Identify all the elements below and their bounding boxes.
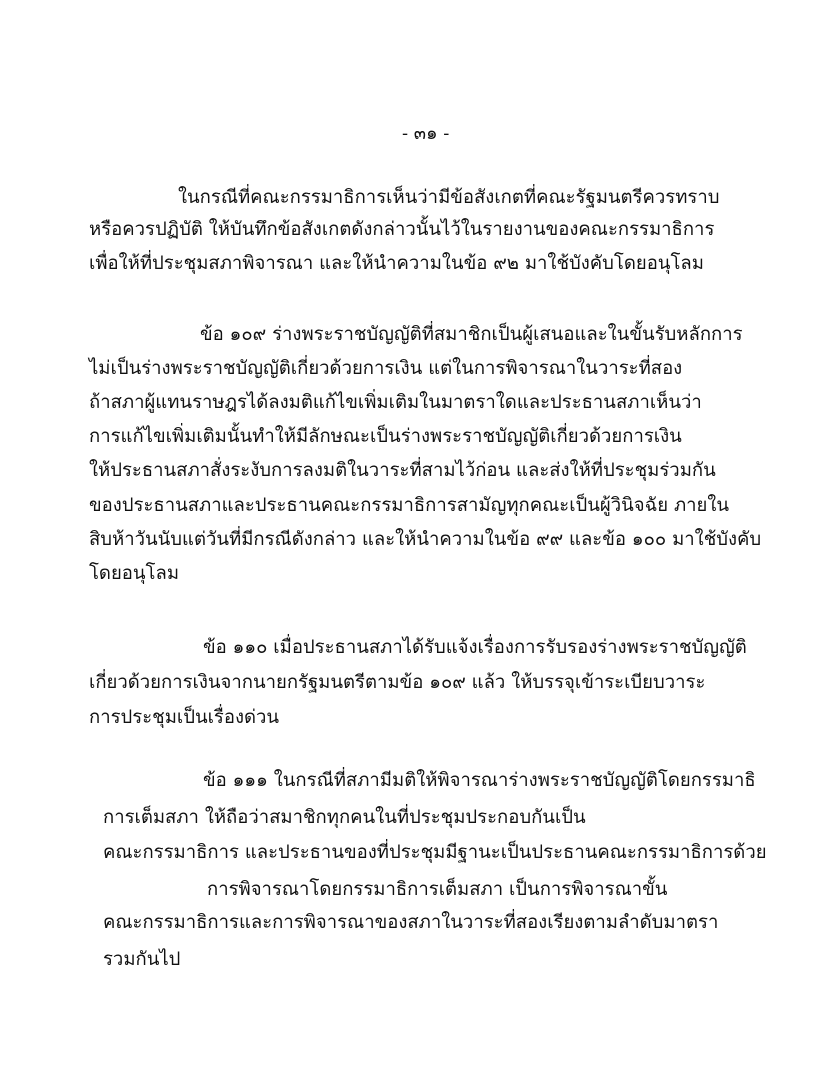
section-111-line-3: คณะกรรมาธิการ และประธานของที่ประชุมมีฐานะเป็นประธานคณะกรรมาธิการด้วย bbox=[103, 842, 767, 863]
section-109-line-2: ไม่เป็นร่างพระราชบัญญัติเกี่ยวด้วยการเงิน แต่ในการพิจารณาในวาระที่สอง bbox=[89, 358, 683, 379]
section-111-line-2: การเต็มสภา ให้ถือว่าสมาชิกทุกคนในที่ประชุมประกอบกันเป็น bbox=[103, 807, 586, 828]
section-109-line-8: โดยอนุโลม bbox=[89, 563, 180, 584]
paragraph-1-line-2: หรือควรปฏิบัติ ให้บันทึกข้อสังเกตดังกล่าวนั้นไว้ในรายงานของคณะกรรมาธิการ bbox=[89, 219, 715, 240]
section-109-line-5: ให้ประธานสภาสั่งระงับการลงมติในวาระที่สามไว้ก่อน และส่งให้ที่ประชุมร่วมกัน bbox=[89, 460, 716, 481]
section-110-line-3: การประชุมเป็นเรื่องด่วน bbox=[89, 707, 280, 728]
section-109-line-6: ของประธานสภาและประธานคณะกรรมาธิการสามัญทุกคณะเป็นผู้วินิจฉัย ภายใน bbox=[89, 495, 730, 516]
section-109-line-1: ข้อ ๑๐๙ ร่างพระราชบัญญัติที่สมาชิกเป็นผู้เสนอและในขั้นรับหลักการ bbox=[200, 324, 743, 345]
section-109-line-3: ถ้าสภาผู้แทนราษฎรได้ลงมติแก้ไขเพิ่มเติมในมาตราใดและประธานสภาเห็นว่า bbox=[89, 392, 702, 413]
section-110-line-1: ข้อ ๑๑๐ เมื่อประธานสภาได้รับแจ้งเรื่องการรับรองร่างพระราชบัญญัติ bbox=[203, 637, 747, 658]
section-109-line-7: สิบห้าวันนับแต่วันที่มีกรณีดังกล่าว และให้นำความในข้อ ๙๙ และข้อ ๑๐๐ มาใช้บังคับ bbox=[89, 529, 762, 550]
section-111-line-4: การพิจารณาโดยกรรมาธิการเต็มสภา เป็นการพิจารณาขั้น bbox=[207, 879, 668, 900]
paragraph-1-line-1: ในกรณีที่คณะกรรมาธิการเห็นว่ามีข้อสังเกตที่คณะรัฐมนตรีควรทราบ bbox=[178, 187, 720, 208]
page-number: - ๓๑ - bbox=[402, 123, 450, 144]
section-110-line-2: เกี่ยวด้วยการเงินจากนายกรัฐมนตรีตามข้อ ๑๐๙ แล้ว ให้บรรจุเข้าระเบียบวาระ bbox=[89, 672, 706, 693]
section-111-line-5: คณะกรรมาธิการและการพิจารณาของสภาในวาระที่สองเรียงตามลำดับมาตรา bbox=[103, 912, 719, 933]
section-111-line-6: รวมกันไป bbox=[103, 949, 181, 970]
paragraph-1-line-3: เพื่อให้ที่ประชุมสภาพิจารณา และให้นำความในข้อ ๙๒ มาใช้บังคับโดยอนุโลม bbox=[89, 253, 704, 274]
section-109-line-4: การแก้ไขเพิ่มเติมนั้นทำให้มีลักษณะเป็นร่างพระราชบัญญัติเกี่ยวด้วยการเงิน bbox=[89, 426, 682, 447]
section-111-line-1: ข้อ ๑๑๑ ในกรณีที่สภามีมติให้พิจารณาร่างพระราชบัญญัติโดยกรรมาธิ bbox=[203, 770, 756, 791]
